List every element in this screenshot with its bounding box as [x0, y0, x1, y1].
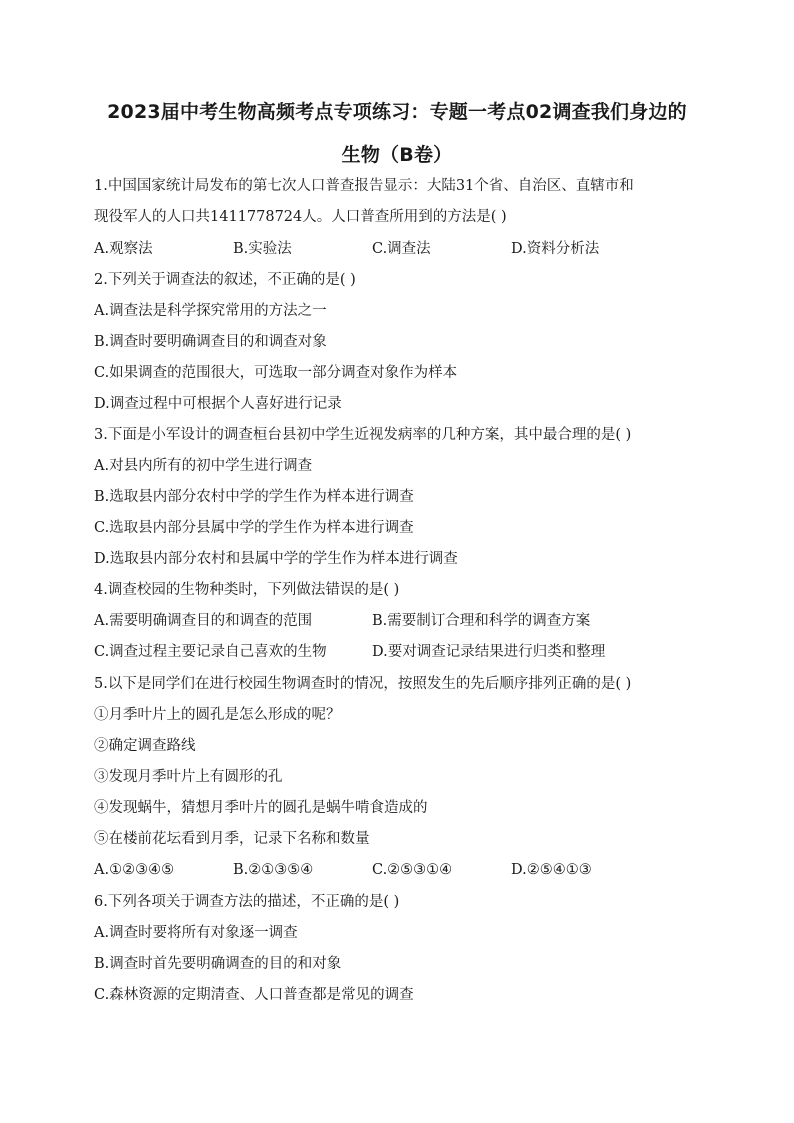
q3-option-d: D.选取县内部分农村和县属中学的学生作为样本进行调查 [94, 551, 458, 567]
q5-statement-4: ④发现蜗牛，猜想月季叶片的圆孔是蜗牛啃食造成的 [94, 800, 428, 816]
q3-stem: 3.下面是小军设计的调查桓台县初中学生近视发病率的几种方案，其中最合理的是( ) [94, 427, 632, 443]
q1-option-a: A.观察法 [94, 241, 153, 257]
page-title-line-2: 生物（B卷） [341, 144, 453, 166]
q5-statement-2: ②确定调查路线 [94, 738, 196, 754]
q5-option-d: D.②⑤④①③ [511, 862, 592, 878]
q2-option-d: D.调查过程中可根据个人喜好进行记录 [94, 396, 342, 412]
q2-stem: 2.下列关于调查法的叙述，不正确的是( ) [94, 272, 356, 288]
q5-option-a: A.①②③④⑤ [94, 862, 175, 878]
q5-option-c: C.②⑤③①④ [372, 862, 453, 878]
q2-option-a: A.调查法是科学探究常用的方法之一 [94, 303, 327, 319]
q6-option-c: C.森林资源的定期清查、人口普查都是常见的调查 [94, 987, 414, 1003]
q4-option-b: B.需要制订合理和科学的调查方案 [372, 613, 591, 629]
q1-option-d: D.资料分析法 [511, 241, 600, 257]
q4-stem: 4.调查校园的生物种类时，下列做法错误的是( ) [94, 582, 400, 598]
q6-option-b: B.调查时首先要明确调查的目的和对象 [94, 956, 342, 972]
q3-option-a: A.对县内所有的初中学生进行调查 [94, 458, 313, 474]
q1-stem-line-2: 现役军人的人口共1411778724人。人口普查所用到的方法是( ) [94, 209, 507, 225]
q4-option-a: A.需要明确调查目的和调查的范围 [94, 613, 313, 629]
q1-stem-line-1: 1.中国国家统计局发布的第七次人口普查报告显示：大陆31个省、自治区、直辖市和 [94, 178, 634, 194]
q5-stem: 5.以下是同学们在进行校园生物调查时的情况，按照发生的先后顺序排列正确的是( ) [94, 676, 632, 692]
page-title-line-1: 2023届中考生物高频考点专项练习：专题一考点02调查我们身边的 [107, 101, 687, 123]
q6-option-a: A.调查时要将所有对象逐一调查 [94, 925, 298, 941]
q5-option-b: B.②①③⑤④ [233, 862, 314, 878]
q5-statement-3: ③发现月季叶片上有圆形的孔 [94, 769, 283, 785]
q4-option-d: D.要对调查记录结果进行归类和整理 [372, 644, 606, 660]
q5-statement-5: ⑤在楼前花坛看到月季，记录下名称和数量 [94, 831, 370, 847]
q4-option-c: C.调查过程主要记录自己喜欢的生物 [94, 644, 327, 660]
q3-option-c: C.选取县内部分县属中学的学生作为样本进行调查 [94, 520, 414, 536]
q1-option-b: B.实验法 [233, 241, 292, 257]
q2-option-b: B.调查时要明确调查目的和调查对象 [94, 334, 327, 350]
q2-option-c: C.如果调查的范围很大，可选取一部分调查对象作为样本 [94, 365, 458, 381]
q3-option-b: B.选取县内部分农村中学的学生作为样本进行调查 [94, 489, 414, 505]
q1-option-c: C.调查法 [372, 241, 431, 257]
q6-stem: 6.下列各项关于调查方法的描述，不正确的是( ) [94, 894, 400, 910]
q5-statement-1: ①月季叶片上的圆孔是怎么形成的呢？ [94, 707, 341, 723]
